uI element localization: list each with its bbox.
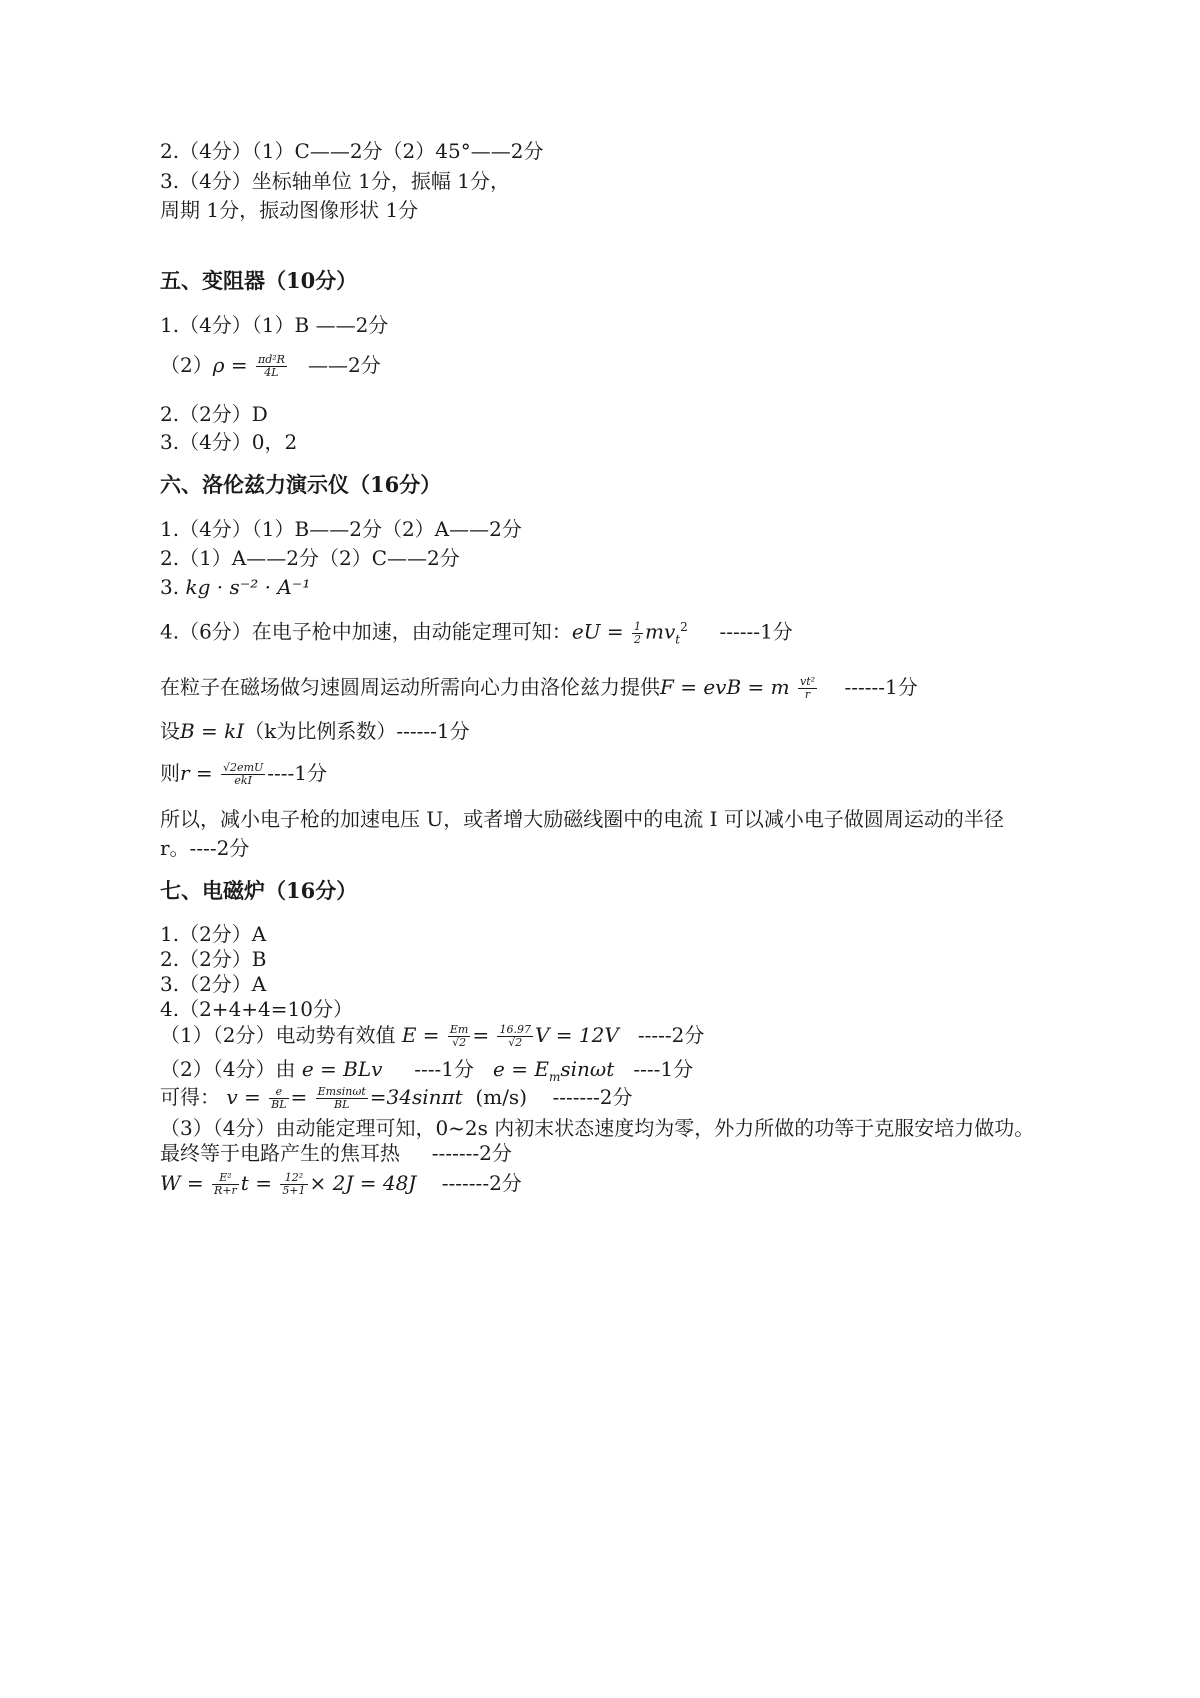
answer-line: 可得： v = $\frac{e}{BL}$ = $\frac{Emsin\omega t}{BL}$ =34sinπt (m/s) -------2分 <box>160 1085 633 1111</box>
answer-line: 则r = $\frac{\text{√2emU}}{\text{ekI}}$ ----1分 <box>160 761 328 787</box>
answer-line: 周期 1分，振动图像形状 1分 <box>160 198 419 222</box>
answer-line: 所以，减小电子枪的加速电压 U，或者增大励磁线圈中的电流 I 可以减小电子做圆周运动的半径 <box>160 807 1004 831</box>
section-heading: 六、洛伦兹力演示仪（16分） <box>160 472 442 497</box>
fraction: $\frac{e}{BL}$ <box>271 1085 287 1111</box>
fraction: $\frac{\text{√2emU}}{\text{ekI}}$ <box>223 761 264 787</box>
answer-line: r。----2分 <box>160 836 250 860</box>
answer-line: 1.（4分）（1）B ——2分 <box>160 313 389 337</box>
answer-line: 1.（4分）（1）B——2分（2）A——2分 <box>160 517 522 541</box>
answer-line: （1）（2分）电动势有效值 E = $\frac{Em}{√2}$ = $\frac{16.97}{√2}$ V = 12V -----2分 <box>160 1023 705 1049</box>
answer-line: 4.（2+4+4=10分） <box>160 997 353 1021</box>
answer-line: 3.（4分）0，2 <box>160 430 298 454</box>
fraction: $\frac{\text{12²}}{5+1}$ <box>282 1171 306 1197</box>
section-heading: 七、电磁炉（16分） <box>160 878 358 903</box>
answer-line: 3. kg · s⁻² · A⁻¹ <box>160 575 311 599</box>
answer-line: （2）（4分）由 e = BLv ----1分 $e = E_m\sin\omega t$ ----1分 <box>160 1057 694 1084</box>
answer-line: 2.（4分）（1）C——2分（2）45°——2分 <box>160 139 544 163</box>
answer-line: 设B = kI（k为比例系数）------1分 <box>160 719 470 743</box>
answer-line: 3.（4分）坐标轴单位 1分，振幅 1分， <box>160 169 510 193</box>
fraction: $\frac{\text{E²}}{R+r}$ <box>214 1171 237 1197</box>
answer-line: 2.（2分）B <box>160 947 267 971</box>
answer-line: 3.（2分）A <box>160 972 267 996</box>
answer-line: （3）（4分）由动能定理可知，0~2s 内初末状态速度均为零，外力所做的功等于克服安培力做功。 <box>160 1116 1035 1140</box>
answer-line: 1.（2分）A <box>160 922 267 946</box>
answer-line: 在粒子在磁场做匀速圆周运动所需向心力由洛伦兹力提供F = evB = m $\frac{\text{vt²}}{r}$ ------1分 <box>160 675 918 701</box>
fraction: $\frac{Emsin\omega t}{BL}$ <box>317 1085 366 1111</box>
answer-line: 最终等于电路产生的焦耳热 -------2分 <box>160 1141 512 1165</box>
fraction: $\frac{16.97}{√2}$ <box>499 1023 531 1049</box>
answer-line: 2.（1）A——2分（2）C——2分 <box>160 546 460 570</box>
answer-line: W = $\frac{\text{E²}}{R+r}$ t = $\frac{\text{12²}}{5+1}$ × 2J = 48J -------2分 <box>160 1171 522 1197</box>
fraction: $\frac{\text{πd²R}}{4L}$ <box>257 353 285 379</box>
answer-line: 2.（2分）D <box>160 402 268 426</box>
answer-line: （2）ρ = $\frac{\text{πd²R}}{4L}$ ——2分 <box>160 353 381 379</box>
answer-line: 4.（6分）在电子枪中加速，由动能定理可知：eU = $\frac{1}{2}$ $mv_t^2$ ------1分 <box>160 619 793 647</box>
fraction: $\frac{1}{2}$ <box>633 619 641 646</box>
section-heading: 五、变阻器（10分） <box>160 268 358 293</box>
fraction: $\frac{Em}{√2}$ <box>449 1023 469 1049</box>
fraction: $\frac{\text{vt²}}{r}$ <box>799 675 816 701</box>
